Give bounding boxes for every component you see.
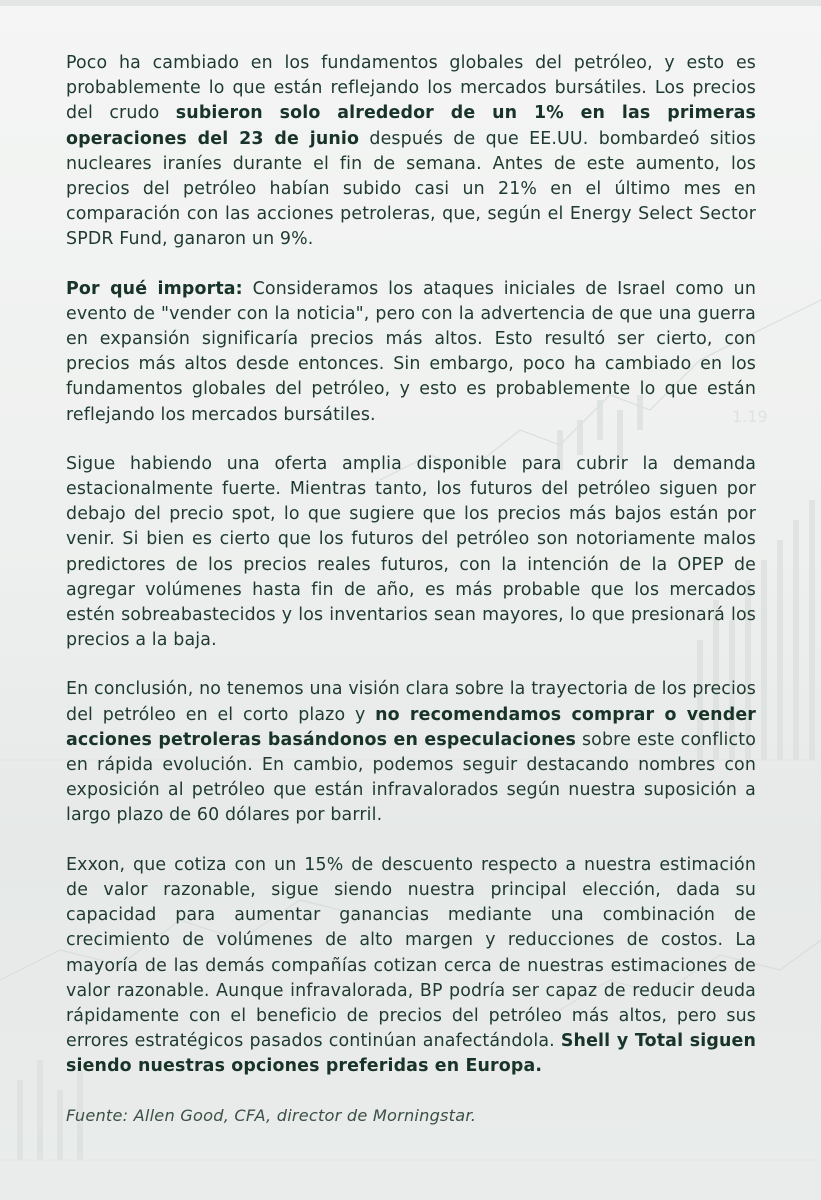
- text-segment: Exxon, que cotiza con un 15% de descuento respecto a nuestra estimación de valor razonable, sigue siendo nuestra principal elección, dada su capacidad para aumentar ganancias mediante una combinación de crecimiento de volúmenes de alto margen y reducciones de costos. La mayoría de las demás compañías cotizan cerca de nuestras estimaciones de valor razonable. Aunque infravalorada, BP podría ser capaz de reducir deuda rápidamente con el beneficio de precios del petróleo más altos, pero sus errores estratégicos pasados continúan anafectándola.: [66, 854, 756, 1052]
- bold-text-segment: subieron solo alrededor de un 1% en las primeras operaciones del 23 de junio: [66, 103, 756, 149]
- source-credit: Fuente: Allen Good, CFA, director de Morningstar.: [66, 1105, 477, 1125]
- bold-text-segment: Por qué importa:: [66, 278, 243, 299]
- text-segment: Poco ha cambiado en los fundamentos globales del petróleo, y esto es probablemente lo que están reflejando los mercados bursátiles. Los precios del crudo: [66, 53, 756, 124]
- text-segment: después de que EE.UU. bombardeó sitios nucleares iraníes durante el fin de semana. Antes de este aumento, los precios del petróleo habían subido casi un 21% en el último mes en comparación con las acciones petroleras, que, según el Energy Select Sector SPDR Fund, ganaron un 9%.: [66, 128, 757, 250]
- top-border: [0, 0, 821, 6]
- text-segment: Consideramos los ataques iniciales de Israel como un evento de "vender con la noticia", pero con la advertencia de que una guerra en expansión significaría precios más altos. Esto resultó ser cierto, con precios más altos desde entonces. Sin embargo, poco ha cambiado en los fundamentos globales del petróleo, y esto es probablemente lo que están reflejando los mercados bursátiles.: [66, 278, 756, 425]
- article-paragraph: [66, 452, 756, 654]
- article-paragraph: [66, 853, 756, 1080]
- bold-text-segment: Shell y Total siguen siendo nuestras opciones preferidas en Europa.: [66, 1031, 756, 1077]
- article-paragraph: [66, 277, 756, 428]
- article-paragraph: [66, 51, 756, 253]
- article-paragraph: [66, 677, 756, 828]
- bold-text-segment: no recomendamos comprar o vender acciones petroleras basándonos en especulaciones: [66, 704, 756, 750]
- article-paragraphs: [66, 51, 756, 1080]
- article-body: [66, 51, 756, 1128]
- background-faint-number: 1.19: [732, 407, 768, 426]
- text-segment: En conclusión, no tenemos una visión clara sobre la trayectoria de los precios del petróleo en el corto plazo y: [66, 679, 756, 725]
- text-segment: sobre este conflicto en rápida evolución. En cambio, podemos seguir destacando nombres con exposición al petróleo que están infravalorados según nuestra suposición a largo plazo de 60 dólares por barril.: [66, 729, 757, 826]
- text-segment: Sigue habiendo una oferta amplia disponible para cubrir la demanda estacionalmente fuerte. Mientras tanto, los futuros del petróleo siguen por debajo del precio spot, lo que sugiere que los precios más bajos están por venir. Si bien es cierto que los futuros del petróleo son notoriamente malos predictores de los precios reales futuros, con la intención de la OPEP de agregar volúmenes hasta fin de año, es más probable que los mercados estén sobreabastecidos y los inventarios sean mayores, lo que presionará los precios a la baja.: [66, 453, 756, 651]
